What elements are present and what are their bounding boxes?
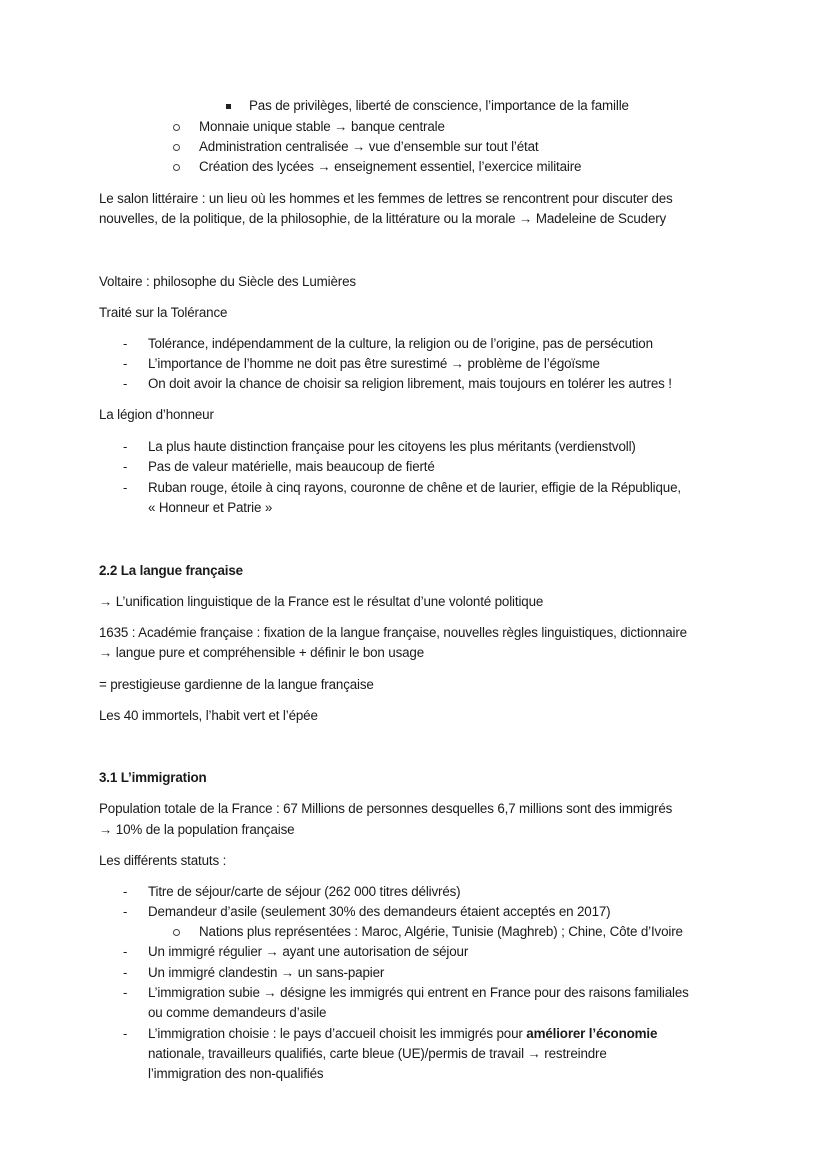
list-item: L’immigration subie → désigne les immigrés qui entrent en France pour des raisons familiales [148,985,689,1000]
dash-bullet-icon: - [123,884,128,899]
list-item-continuation: l’immigration des non-qualifiés [148,1066,324,1081]
paragraph-line: → 10% de la population française [99,822,295,837]
circle-bullet-icon [173,144,180,151]
treatise-title: Traité sur la Tolérance [99,305,228,320]
list-item-text: L’immigration choisie : le pays d’accueil choisit les immigrés pour [148,1026,527,1041]
legion-title: La légion d’honneur [99,407,214,422]
dash-bullet-icon: - [123,336,128,351]
paragraph-line: = prestigieuse gardienne de la langue française [99,677,374,692]
list-item: Demandeur d’asile (seulement 30% des demandeurs étaient acceptés en 2017) [148,904,611,919]
list-item: Un immigré clandestin → un sans-papier [148,965,385,980]
circle-bullet-icon [173,164,180,171]
dash-bullet-icon: - [123,356,128,371]
voltaire-title: Voltaire : philosophe du Siècle des Lumières [99,274,356,289]
section-heading: 3.1 L’immigration [99,770,207,785]
list-item: Pas de privilèges, liberté de conscience, l’importance de la famille [249,98,629,113]
list-item: L’importance de l’homme ne doit pas être surestimé → problème de l’égoïsme [148,356,600,371]
circle-bullet-icon [173,124,180,131]
paragraph-line: Population totale de la France : 67 Millions de personnes desquelles 6,7 millions sont des immigrés [99,801,673,816]
list-item: Ruban rouge, étoile à cinq rayons, couronne de chêne et de laurier, effigie de la République, [148,480,681,495]
list-item: Tolérance, indépendamment de la culture, la religion ou de l’origine, pas de persécution [148,336,653,351]
list-item: On doit avoir la chance de choisir sa religion librement, mais toujours en tolérer les autres ! [148,376,672,391]
dash-bullet-icon: - [123,965,128,980]
square-bullet-icon [226,104,231,109]
paragraph-line: Le salon littéraire : un lieu où les hommes et les femmes de lettres se rencontrent pour discuter des [99,191,673,206]
list-item-continuation: ou comme demandeurs d’asile [148,1005,327,1020]
section-heading: 2.2 La langue française [99,563,243,578]
list-item-continuation: « Honneur et Patrie » [148,500,273,515]
list-item [148,1025,657,1043]
dash-bullet-icon: - [123,985,128,1000]
dash-bullet-icon: - [123,439,128,454]
list-item: Pas de valeur matérielle, mais beaucoup de fierté [148,459,435,474]
emphasis-text: améliorer l’économie [526,1026,658,1041]
dash-bullet-icon: - [123,944,128,959]
list-item: Administration centralisée → vue d’ensemble sur tout l’état [199,139,539,154]
paragraph-line: → langue pure et compréhensible + définir le bon usage [99,645,425,660]
list-item: Création des lycées → enseignement essentiel, l’exercice militaire [199,159,582,174]
dash-bullet-icon: - [123,904,128,919]
paragraph-line: 1635 : Académie française : fixation de la langue française, nouvelles règles linguistiques, dictionnaire [99,625,687,640]
paragraph-line: Les 40 immortels, l’habit vert et l’épée [99,708,318,723]
list-item: La plus haute distinction française pour les citoyens les plus méritants (verdienstvoll) [148,439,636,454]
circle-bullet-icon [173,929,180,936]
dash-bullet-icon: - [123,376,128,391]
list-item-continuation: nationale, travailleurs qualifiés, carte bleue (UE)/permis de travail → restreindre [148,1046,607,1061]
dash-bullet-icon: - [123,459,128,474]
list-item: Nations plus représentées : Maroc, Algérie, Tunisie (Maghreb) ; Chine, Côte d’Ivoire [199,924,683,939]
list-item: Titre de séjour/carte de séjour (262 000 titres délivrés) [148,884,461,899]
paragraph-line: nouvelles, de la politique, de la philosophie, de la littérature ou la morale → Madeleine de Scudery [99,211,667,226]
paragraph-line: → L’unification linguistique de la France est le résultat d’une volonté politique [99,594,544,609]
statuts-title: Les différents statuts : [99,853,227,868]
list-item: Un immigré régulier → ayant une autorisation de séjour [148,944,469,959]
dash-bullet-icon: - [123,480,128,495]
dash-bullet-icon: - [123,1026,128,1041]
list-item: Monnaie unique stable → banque centrale [199,119,445,134]
